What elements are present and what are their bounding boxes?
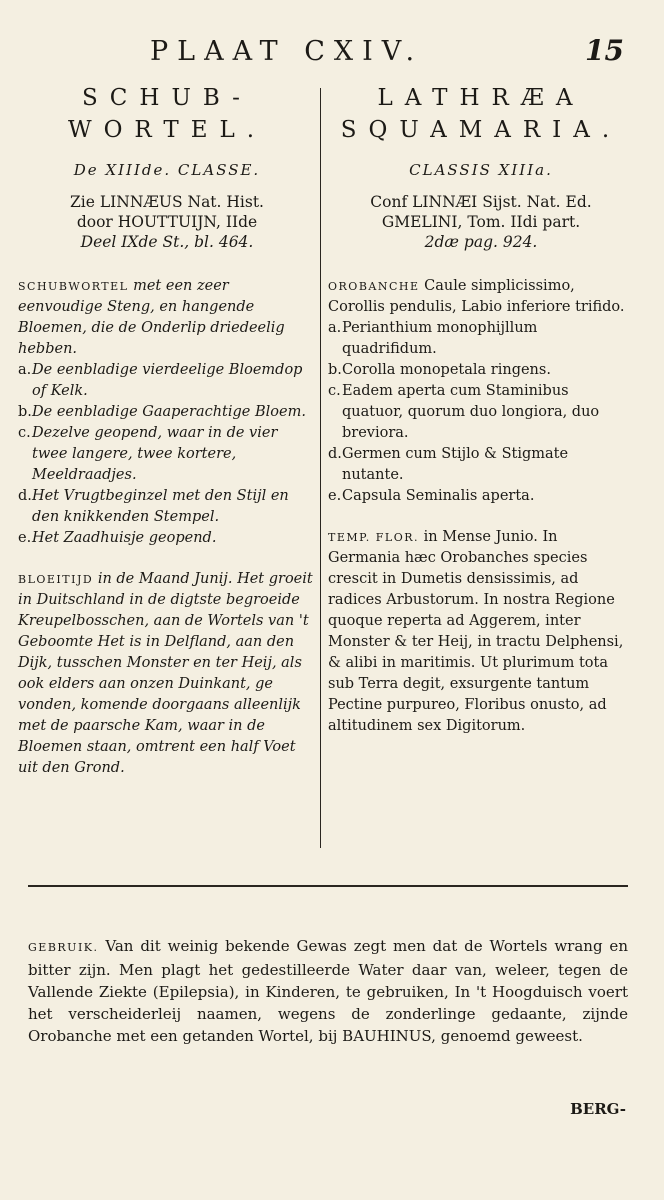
- dutch-classis: De XIIIde. CLASSE.: [73, 161, 261, 179]
- latin-desc-lead: OROBANCHE: [328, 280, 420, 293]
- dutch-flowering: [18, 569, 316, 779]
- plate-title: PLAAT CXIV.: [150, 36, 424, 67]
- dutch-flor-lead: BLOEITIJD: [18, 573, 94, 586]
- dutch-name-line2: WORTEL.: [67, 117, 267, 143]
- usage-lead: GEBRUIK.: [28, 941, 99, 954]
- item-text: Het Vrugtbeginzel met den Stijl en den knikkenden Stempel.: [32, 488, 289, 525]
- item-text: De eenbladige vierdeelige Bloemdop of Kelk.: [32, 362, 303, 399]
- dutch-flor-text: in de Maand Junij. Het groeit in Duitschland in de digtste begroeide Kreupelbosschen, aan de Wortels van 't Geboomte Het is in Delfland, aan den Dijk, tusschen Monster en ter Heij, als ook elders aan onzen Duinkant, ge vonden, komende doorgaans alleenlijk met de paarsche Kam, waar in de Bloemen staan, omtrent een half Voet uit den Grond.: [18, 571, 313, 776]
- dutch-items: [18, 360, 316, 549]
- item-text: Germen cum Stijlo & Stigmate nutante.: [342, 446, 569, 483]
- item-label: b.: [328, 362, 342, 378]
- usage-text: Van dit weinig bekende Gewas zegt men dat de Wortels wrang en bitter zijn. Men plagt het gedestilleerde Water daar van, weleer, tegen de Vallende Ziekte (Epilepsia), in Kinderen, te gebruiken, In 't Hoogduisch voert het verscheiderleij naamen, wegens de zonderlinge gedaante, zijnde Orobanche met een getanden Wortel, bij BAUHINUS, genoemd geweest.: [28, 937, 628, 1045]
- latin-ref-line2: GMELINI, Tom. IIdi part.: [381, 213, 581, 231]
- item-label: d.: [18, 488, 32, 504]
- list-item: [328, 381, 634, 444]
- latin-ref-line3: 2dæ pag. 924.: [424, 233, 538, 251]
- dutch-desc-text: met een zeer eenvoudige Steng, en hangende Bloemen, die de Onderlip driedeelig hebben.: [18, 278, 285, 357]
- dutch-ref-line3: Deel IXde St., bl. 464.: [80, 233, 254, 251]
- list-item: [18, 486, 316, 528]
- column-divider: [320, 88, 321, 848]
- item-text: De eenbladige Gaaperachtige Bloem.: [32, 404, 306, 420]
- two-column-section: [18, 82, 634, 862]
- item-text: Corolla monopetala ringens.: [342, 362, 551, 378]
- latin-reference: [328, 192, 634, 252]
- catchword: BERG-: [570, 1100, 626, 1118]
- dutch-name-line1: SCHUB-: [82, 85, 252, 111]
- dutch-reference: [18, 192, 316, 252]
- latin-desc-text: Caule simplicissimo, Corollis pendulis, Labio inferiore trifido.: [328, 278, 625, 315]
- item-label: c.: [328, 383, 341, 399]
- list-item: [18, 423, 316, 486]
- dutch-ref-line2: door HOUTTUIJN, IIde: [76, 213, 258, 231]
- list-item: [18, 402, 316, 423]
- list-item: [328, 360, 634, 381]
- latin-classis: CLASSIS XIIIa.: [409, 161, 553, 179]
- item-label: e.: [328, 488, 342, 504]
- list-item: [328, 318, 634, 360]
- latin-flor-text: in Mense Junio. In Germania hæc Orobanches species crescit in Dumetis densissimis, ad radices Arbustorum. In nostra Regione quoque reperta ad Aggerem, inter Monster & ter Heij, in tractu Delphensi, & alibi in maritimis. Ut plurimum tota sub Terra degit, exsurgente tantum Pectine purpureo, Floribus onusto, ad altitudinem sex Digitorum.: [328, 529, 624, 734]
- list-item: [18, 360, 316, 402]
- latin-ref-line1: Conf LINNÆI Sijst. Nat. Ed.: [370, 193, 592, 211]
- dutch-column: [18, 82, 316, 779]
- latin-description: [328, 276, 634, 318]
- item-label: a.: [18, 362, 32, 378]
- latin-items: [328, 318, 634, 507]
- horizontal-rule: [28, 885, 628, 887]
- item-text: Perianthium monophijllum quadrifidum.: [342, 320, 538, 357]
- item-label: d.: [328, 446, 342, 462]
- latin-flowering: [328, 527, 634, 737]
- item-text: Capsula Seminalis aperta.: [342, 488, 535, 504]
- dutch-description: [18, 276, 316, 360]
- item-text: Dezelve geopend, waar in de vier twee langere, twee kortere, Meeldraadjes.: [32, 425, 278, 483]
- latin-column: [328, 82, 634, 737]
- list-item: [328, 444, 634, 486]
- page-header: [0, 36, 664, 76]
- usage-paragraph: [28, 935, 628, 1047]
- page-number: 15: [585, 34, 624, 67]
- dutch-desc-lead: SCHUBWORTEL: [18, 280, 129, 293]
- item-label: e.: [18, 530, 32, 546]
- item-label: a.: [328, 320, 342, 336]
- list-item: [328, 486, 634, 507]
- latin-name-line2: SQUAMARIA.: [340, 117, 622, 143]
- latin-flor-lead: TEMP. FLOR.: [328, 531, 420, 544]
- item-text: Het Zaadhuisje geopend.: [32, 530, 217, 546]
- item-label: c.: [18, 425, 31, 441]
- item-label: b.: [18, 404, 32, 420]
- item-text: Eadem aperta cum Staminibus quatuor, quorum duo longiora, duo breviora.: [342, 383, 600, 441]
- dutch-ref-line1: Zie LINNÆUS Nat. Hist.: [70, 193, 264, 211]
- latin-name-line1: LATHRÆA: [377, 85, 585, 111]
- list-item: [18, 528, 316, 549]
